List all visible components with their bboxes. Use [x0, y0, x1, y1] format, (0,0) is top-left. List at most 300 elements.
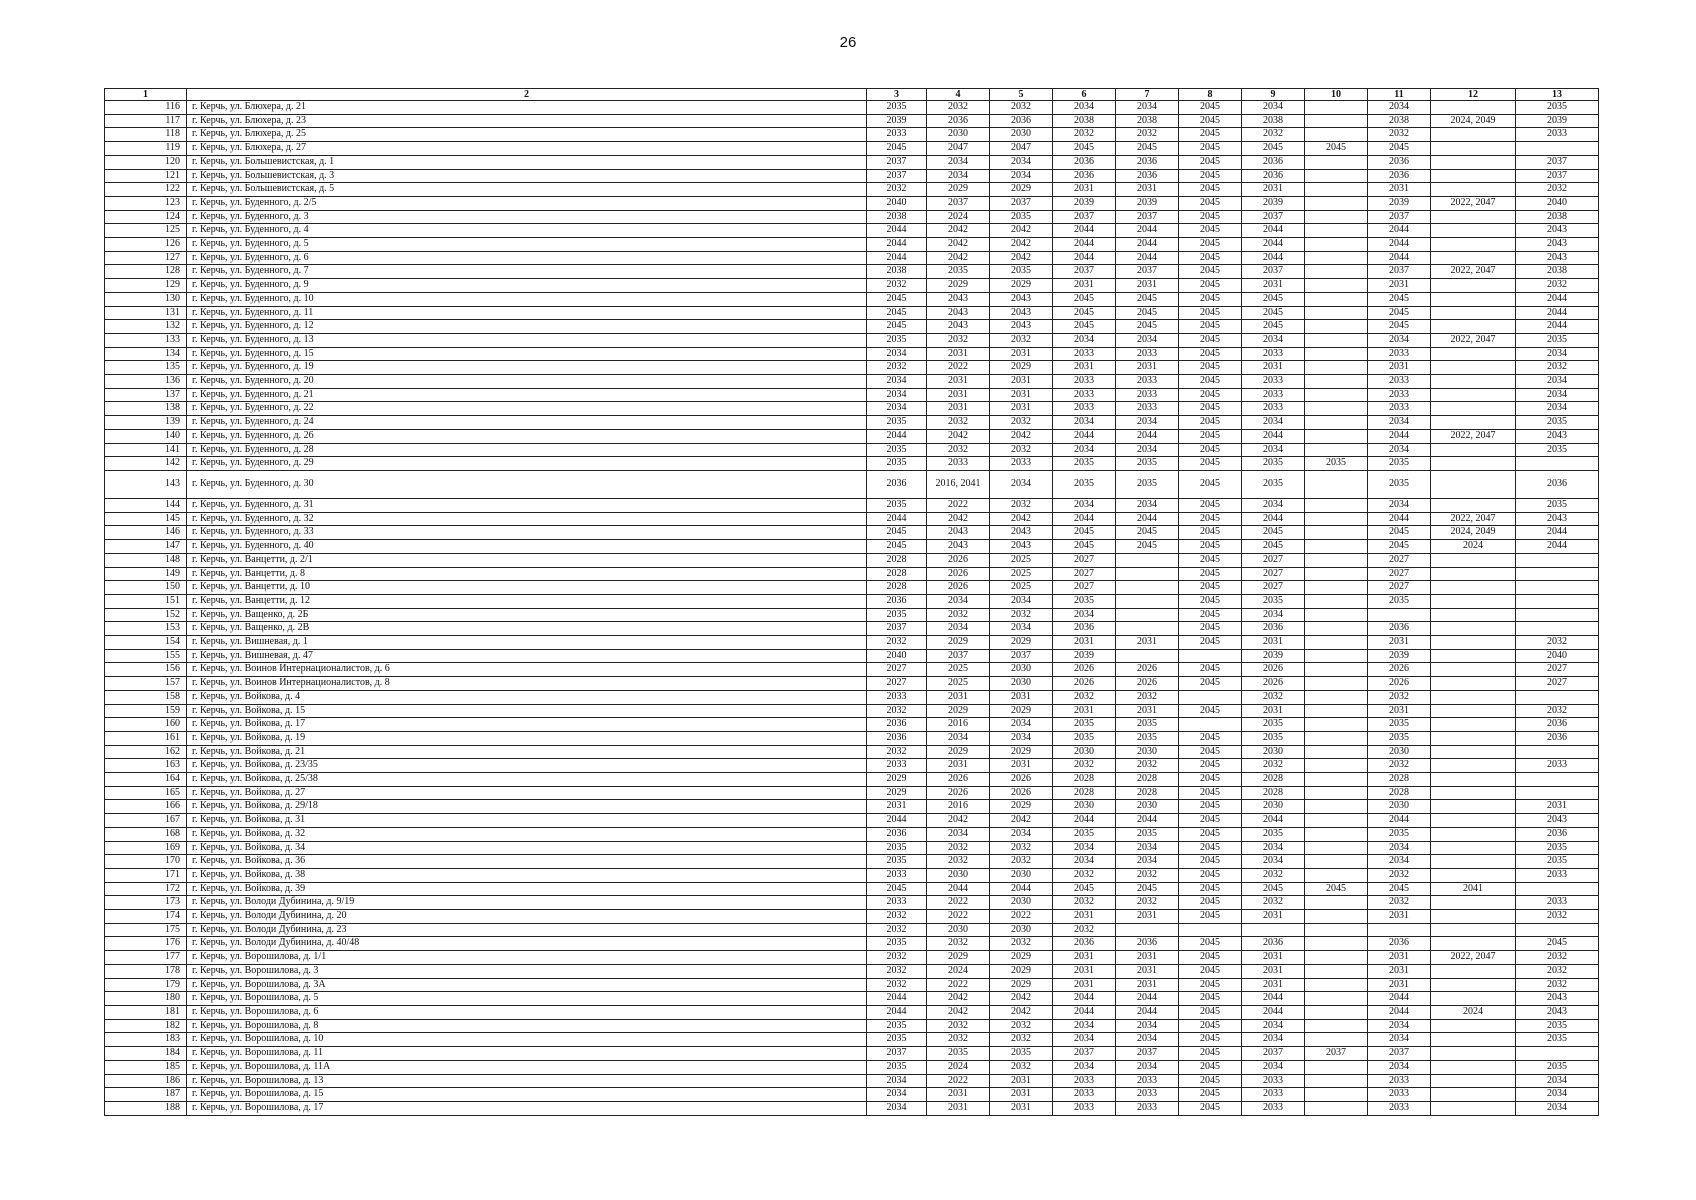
year-cell: 2026 [927, 773, 990, 787]
year-cell: 2034 [1242, 416, 1305, 430]
year-cell [1431, 663, 1516, 677]
year-cell [1305, 128, 1368, 142]
year-cell: 2034 [990, 622, 1053, 636]
row-number-cell: 183 [105, 1033, 187, 1047]
year-cell: 2034 [1242, 1019, 1305, 1033]
year-cell: 2045 [1179, 594, 1242, 608]
table-row [105, 964, 1599, 978]
table-row [105, 677, 1599, 691]
year-cell [1305, 964, 1368, 978]
year-cell: 2033 [1116, 347, 1179, 361]
year-cell: 2022 [927, 361, 990, 375]
year-cell: 2025 [927, 663, 990, 677]
year-cell [1116, 649, 1179, 663]
year-cell: 2032 [867, 923, 927, 937]
row-number-cell: 132 [105, 320, 187, 334]
year-cell: 2036 [1116, 155, 1179, 169]
year-cell: 2031 [927, 1101, 990, 1115]
year-cell: 2037 [867, 1047, 927, 1061]
year-cell: 2034 [990, 827, 1053, 841]
table-row [105, 361, 1599, 375]
year-cell: 2033 [1242, 388, 1305, 402]
year-cell [1431, 814, 1516, 828]
year-cell: 2037 [1116, 265, 1179, 279]
table-row [105, 649, 1599, 663]
year-cell: 2035 [1053, 470, 1116, 498]
year-cell: 2045 [1179, 951, 1242, 965]
row-number-cell: 185 [105, 1060, 187, 1074]
year-cell: 2033 [1516, 868, 1599, 882]
year-cell: 2045 [1242, 526, 1305, 540]
address-cell: г. Керчь, ул. Блюхера, д. 27 [187, 142, 867, 156]
address-cell: г. Керчь, ул. Войкова, д. 27 [187, 786, 867, 800]
year-cell [1516, 457, 1599, 471]
table-row [105, 306, 1599, 320]
year-cell: 2034 [1368, 1033, 1431, 1047]
year-cell: 2033 [1242, 1088, 1305, 1102]
year-cell: 2045 [1179, 814, 1242, 828]
year-cell: 2043 [927, 292, 990, 306]
year-cell [1431, 923, 1516, 937]
year-cell [1305, 690, 1368, 704]
year-cell [1431, 868, 1516, 882]
data-table [104, 88, 1599, 1116]
year-cell: 2032 [990, 101, 1053, 115]
year-cell: 2034 [1116, 101, 1179, 115]
table-row [105, 800, 1599, 814]
address-cell: г. Керчь, ул. Буденного, д. 24 [187, 416, 867, 430]
year-cell: 2042 [990, 512, 1053, 526]
year-cell: 2044 [1516, 306, 1599, 320]
row-number-cell: 131 [105, 306, 187, 320]
year-cell [1431, 594, 1516, 608]
year-cell: 2031 [990, 402, 1053, 416]
address-cell: г. Керчь, ул. Буденного, д. 6 [187, 251, 867, 265]
year-cell: 2027 [1053, 553, 1116, 567]
address-cell: г. Керчь, ул. Буденного, д. 31 [187, 498, 867, 512]
year-cell: 2045 [1179, 320, 1242, 334]
year-cell: 2032 [1053, 868, 1116, 882]
row-number-cell: 116 [105, 101, 187, 115]
address-cell: г. Керчь, ул. Ворошилова, д. 11А [187, 1060, 867, 1074]
year-cell: 2034 [990, 155, 1053, 169]
year-cell: 2029 [990, 279, 1053, 293]
year-cell: 2044 [1116, 224, 1179, 238]
year-cell: 2022 [927, 896, 990, 910]
year-cell: 2044 [1116, 429, 1179, 443]
year-cell: 2028 [1368, 786, 1431, 800]
year-cell: 2039 [1368, 649, 1431, 663]
year-cell [1431, 608, 1516, 622]
row-number-cell: 137 [105, 388, 187, 402]
year-cell: 2026 [1116, 663, 1179, 677]
table-row [105, 841, 1599, 855]
year-cell: 2032 [1116, 759, 1179, 773]
year-cell: 2031 [1368, 704, 1431, 718]
year-cell: 2032 [1516, 978, 1599, 992]
year-cell [1431, 581, 1516, 595]
year-cell: 2033 [1242, 347, 1305, 361]
year-cell: 2035 [1368, 718, 1431, 732]
year-cell: 2032 [1516, 279, 1599, 293]
year-cell: 2032 [927, 855, 990, 869]
year-cell: 2044 [867, 238, 927, 252]
year-cell [1305, 347, 1368, 361]
address-cell: г. Керчь, ул. Войкова, д. 23/35 [187, 759, 867, 773]
year-cell: 2035 [1516, 443, 1599, 457]
year-cell: 2044 [1053, 814, 1116, 828]
year-cell: 2045 [867, 142, 927, 156]
year-cell: 2022, 2047 [1431, 951, 1516, 965]
year-cell: 2044 [1368, 814, 1431, 828]
year-cell: 2045 [1179, 429, 1242, 443]
year-cell: 2035 [1116, 827, 1179, 841]
year-cell: 2043 [990, 320, 1053, 334]
year-cell: 2032 [867, 951, 927, 965]
year-cell: 2034 [1368, 416, 1431, 430]
year-cell: 2045 [1053, 540, 1116, 554]
year-cell [1431, 786, 1516, 800]
row-number-cell: 124 [105, 210, 187, 224]
table-row [105, 210, 1599, 224]
year-cell: 2035 [867, 1019, 927, 1033]
year-cell [1305, 718, 1368, 732]
year-cell: 2043 [1516, 238, 1599, 252]
year-cell: 2035 [867, 457, 927, 471]
year-cell: 2026 [927, 553, 990, 567]
year-cell [1516, 553, 1599, 567]
year-cell: 2045 [1179, 540, 1242, 554]
table-row [105, 333, 1599, 347]
year-cell: 2027 [1368, 567, 1431, 581]
year-cell: 2044 [1116, 992, 1179, 1006]
year-cell: 2034 [1516, 1088, 1599, 1102]
year-cell: 2045 [1179, 608, 1242, 622]
year-cell: 2034 [1053, 1060, 1116, 1074]
year-cell: 2033 [867, 759, 927, 773]
year-cell: 2045 [1179, 210, 1242, 224]
year-cell: 2032 [1516, 183, 1599, 197]
year-cell: 2038 [1053, 114, 1116, 128]
year-cell: 2045 [1179, 882, 1242, 896]
row-number-cell: 176 [105, 937, 187, 951]
table-row [105, 470, 1599, 498]
year-cell: 2047 [990, 142, 1053, 156]
year-cell: 2045 [1116, 292, 1179, 306]
address-cell: г. Керчь, ул. Ванцетти, д. 10 [187, 581, 867, 595]
year-cell: 2045 [1179, 1074, 1242, 1088]
year-cell [1179, 649, 1242, 663]
year-cell: 2031 [927, 759, 990, 773]
year-cell: 2045 [1179, 114, 1242, 128]
year-cell [1305, 333, 1368, 347]
year-cell: 2044 [867, 1006, 927, 1020]
address-cell: г. Керчь, ул. Буденного, д. 32 [187, 512, 867, 526]
year-cell: 2043 [990, 306, 1053, 320]
address-cell: г. Керчь, ул. Ворошилова, д. 15 [187, 1088, 867, 1102]
year-cell: 2034 [1516, 1101, 1599, 1115]
year-cell: 2032 [1116, 896, 1179, 910]
year-cell: 2045 [1368, 882, 1431, 896]
row-number-cell: 180 [105, 992, 187, 1006]
year-cell: 2034 [1053, 608, 1116, 622]
row-number-cell: 120 [105, 155, 187, 169]
year-cell: 2035 [927, 1047, 990, 1061]
year-cell: 2035 [1516, 416, 1599, 430]
year-cell: 2036 [1242, 169, 1305, 183]
address-cell: г. Керчь, ул. Буденного, д. 13 [187, 333, 867, 347]
year-cell: 2022, 2047 [1431, 265, 1516, 279]
year-cell: 2039 [1368, 196, 1431, 210]
year-cell: 2039 [1116, 196, 1179, 210]
year-cell: 2044 [1053, 512, 1116, 526]
row-number-cell: 187 [105, 1088, 187, 1102]
year-cell: 2032 [1053, 759, 1116, 773]
year-cell: 2028 [1116, 786, 1179, 800]
year-cell [1116, 594, 1179, 608]
year-cell: 2033 [1368, 402, 1431, 416]
year-cell: 2043 [1516, 251, 1599, 265]
year-cell [1305, 114, 1368, 128]
table-row [105, 388, 1599, 402]
year-cell: 2045 [1179, 759, 1242, 773]
year-cell: 2045 [1179, 196, 1242, 210]
year-cell: 2035 [867, 416, 927, 430]
year-cell [1431, 1060, 1516, 1074]
address-cell: г. Керчь, ул. Большевистская, д. 3 [187, 169, 867, 183]
year-cell [1516, 142, 1599, 156]
year-cell: 2033 [1368, 1101, 1431, 1115]
column-header: 5 [990, 89, 1053, 101]
row-number-cell: 148 [105, 553, 187, 567]
year-cell: 2034 [1516, 375, 1599, 389]
year-cell: 2045 [1305, 882, 1368, 896]
year-cell [1431, 800, 1516, 814]
year-cell: 2034 [867, 388, 927, 402]
year-cell: 2045 [1179, 581, 1242, 595]
row-number-cell: 128 [105, 265, 187, 279]
year-cell: 2033 [1242, 1074, 1305, 1088]
table-row [105, 636, 1599, 650]
year-cell: 2034 [927, 594, 990, 608]
address-cell: г. Керчь, ул. Воинов Интернационалистов, д. 8 [187, 677, 867, 691]
year-cell [1305, 704, 1368, 718]
column-header: 3 [867, 89, 927, 101]
year-cell: 2036 [1516, 470, 1599, 498]
address-cell: г. Керчь, ул. Войкова, д. 17 [187, 718, 867, 732]
year-cell: 2025 [927, 677, 990, 691]
year-cell: 2045 [1179, 361, 1242, 375]
row-number-cell: 178 [105, 964, 187, 978]
year-cell: 2037 [1368, 1047, 1431, 1061]
year-cell: 2042 [990, 1006, 1053, 1020]
address-cell: г. Керчь, ул. Буденного, д. 29 [187, 457, 867, 471]
table-row [105, 581, 1599, 595]
row-number-cell: 139 [105, 416, 187, 430]
year-cell: 2031 [1116, 964, 1179, 978]
year-cell [1431, 101, 1516, 115]
address-cell: г. Керчь, ул. Буденного, д. 3 [187, 210, 867, 224]
table-row [105, 882, 1599, 896]
year-cell: 2044 [1516, 526, 1599, 540]
address-cell: г. Керчь, ул. Володи Дубинина, д. 9/19 [187, 896, 867, 910]
year-cell: 2032 [1116, 128, 1179, 142]
table-row [105, 457, 1599, 471]
year-cell: 2032 [990, 333, 1053, 347]
row-number-cell: 135 [105, 361, 187, 375]
year-cell: 2032 [990, 1060, 1053, 1074]
row-number-cell: 156 [105, 663, 187, 677]
column-header: 13 [1516, 89, 1599, 101]
year-cell: 2033 [1368, 1088, 1431, 1102]
year-cell [1305, 814, 1368, 828]
year-cell: 2045 [1053, 882, 1116, 896]
year-cell: 2044 [1516, 320, 1599, 334]
table-row [105, 512, 1599, 526]
table-row [105, 429, 1599, 443]
address-cell: г. Керчь, ул. Блюхера, д. 25 [187, 128, 867, 142]
year-cell: 2029 [990, 800, 1053, 814]
year-cell: 2044 [1368, 251, 1431, 265]
year-cell: 2031 [1242, 361, 1305, 375]
year-cell: 2044 [867, 429, 927, 443]
year-cell: 2030 [990, 923, 1053, 937]
year-cell [1305, 224, 1368, 238]
year-cell: 2044 [1053, 429, 1116, 443]
address-cell: г. Керчь, ул. Войкова, д. 25/38 [187, 773, 867, 787]
year-cell: 2036 [1242, 622, 1305, 636]
year-cell: 2042 [990, 429, 1053, 443]
year-cell: 2031 [1053, 951, 1116, 965]
row-number-cell: 164 [105, 773, 187, 787]
year-cell: 2035 [1242, 718, 1305, 732]
year-cell: 2034 [927, 155, 990, 169]
year-cell: 2044 [1516, 292, 1599, 306]
year-cell: 2035 [1305, 457, 1368, 471]
row-number-cell: 151 [105, 594, 187, 608]
year-cell [1116, 622, 1179, 636]
year-cell [1431, 1088, 1516, 1102]
year-cell [1431, 416, 1516, 430]
year-cell: 2032 [867, 745, 927, 759]
table-row [105, 910, 1599, 924]
year-cell: 2033 [1116, 388, 1179, 402]
year-cell: 2032 [927, 333, 990, 347]
year-cell: 2030 [1053, 745, 1116, 759]
year-cell: 2031 [1242, 636, 1305, 650]
year-cell [1431, 978, 1516, 992]
table-row [105, 1019, 1599, 1033]
year-cell: 2039 [1053, 649, 1116, 663]
year-cell: 2045 [1179, 896, 1242, 910]
year-cell: 2045 [1179, 292, 1242, 306]
year-cell: 2031 [990, 690, 1053, 704]
year-cell: 2045 [1053, 292, 1116, 306]
year-cell: 2032 [1242, 128, 1305, 142]
year-cell: 2038 [1516, 265, 1599, 279]
year-cell: 2034 [927, 827, 990, 841]
year-cell: 2027 [1242, 581, 1305, 595]
year-cell [1305, 759, 1368, 773]
row-number-cell: 165 [105, 786, 187, 800]
table-row [105, 786, 1599, 800]
year-cell: 2032 [867, 910, 927, 924]
address-cell: г. Керчь, ул. Войкова, д. 21 [187, 745, 867, 759]
page-number: 26 [839, 34, 857, 51]
year-cell [1305, 553, 1368, 567]
table-header-row [105, 89, 1599, 101]
year-cell: 2032 [990, 416, 1053, 430]
year-cell [1305, 416, 1368, 430]
year-cell: 2024 [1431, 1006, 1516, 1020]
row-number-cell: 122 [105, 183, 187, 197]
year-cell: 2044 [867, 512, 927, 526]
year-cell: 2032 [1242, 759, 1305, 773]
table-row [105, 375, 1599, 389]
row-number-cell: 129 [105, 279, 187, 293]
year-cell: 2030 [990, 896, 1053, 910]
year-cell [1431, 567, 1516, 581]
address-cell: г. Керчь, ул. Ворошилова, д. 3А [187, 978, 867, 992]
table-row [105, 224, 1599, 238]
year-cell: 2032 [867, 279, 927, 293]
table-row [105, 855, 1599, 869]
year-cell: 2043 [1516, 429, 1599, 443]
year-cell [1431, 155, 1516, 169]
year-cell: 2033 [927, 457, 990, 471]
year-cell [1431, 210, 1516, 224]
address-cell: г. Керчь, ул. Буденного, д. 40 [187, 540, 867, 554]
year-cell: 2034 [1053, 855, 1116, 869]
row-number-cell: 159 [105, 704, 187, 718]
year-cell [1305, 827, 1368, 841]
year-cell [1305, 800, 1368, 814]
year-cell: 2028 [1242, 786, 1305, 800]
address-cell: г. Керчь, ул. Буденного, д. 11 [187, 306, 867, 320]
year-cell: 2036 [867, 470, 927, 498]
year-cell: 2030 [1116, 800, 1179, 814]
year-cell: 2027 [867, 663, 927, 677]
year-cell: 2034 [1368, 841, 1431, 855]
year-cell [1305, 540, 1368, 554]
year-cell: 2035 [1368, 457, 1431, 471]
year-cell: 2038 [1368, 114, 1431, 128]
year-cell: 2027 [1368, 553, 1431, 567]
column-header: 9 [1242, 89, 1305, 101]
year-cell: 2036 [1516, 718, 1599, 732]
year-cell [1431, 1074, 1516, 1088]
table-row [105, 1060, 1599, 1074]
year-cell: 2039 [867, 114, 927, 128]
year-cell: 2032 [867, 361, 927, 375]
year-cell: 2045 [1368, 292, 1431, 306]
year-cell: 2035 [867, 937, 927, 951]
year-cell: 2032 [927, 608, 990, 622]
year-cell: 2045 [1305, 142, 1368, 156]
year-cell: 2033 [1116, 1101, 1179, 1115]
year-cell: 2034 [927, 169, 990, 183]
year-cell [1305, 978, 1368, 992]
year-cell: 2041 [1431, 882, 1516, 896]
year-cell: 2045 [1179, 470, 1242, 498]
row-number-cell: 158 [105, 690, 187, 704]
year-cell [1305, 855, 1368, 869]
year-cell: 2035 [867, 608, 927, 622]
address-cell: г. Керчь, ул. Ворошилова, д. 8 [187, 1019, 867, 1033]
year-cell: 2035 [1516, 1060, 1599, 1074]
year-cell: 2044 [1368, 429, 1431, 443]
year-cell: 2029 [990, 745, 1053, 759]
